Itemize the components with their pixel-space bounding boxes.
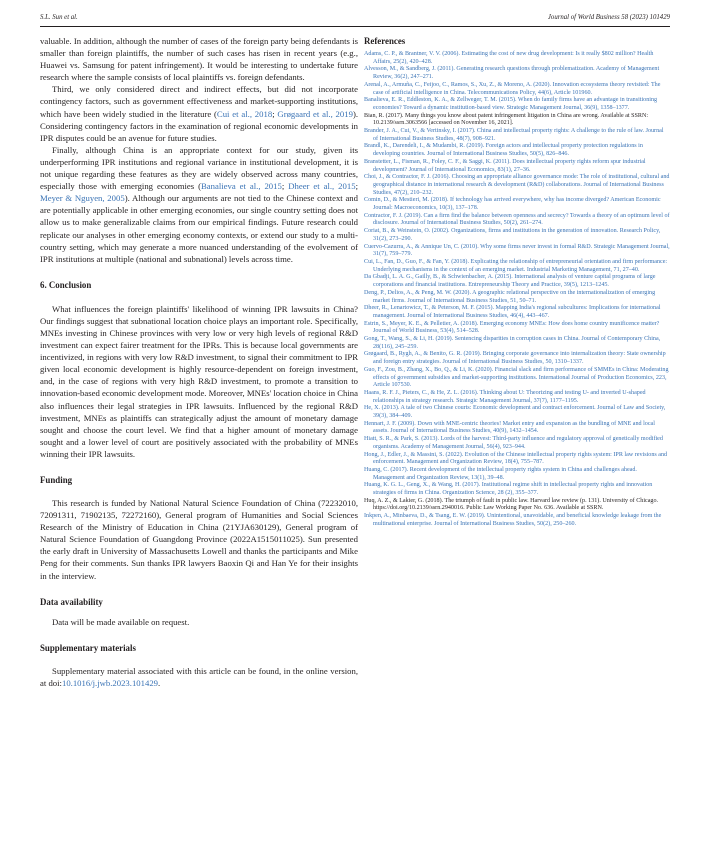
citation-link[interactable]: Meyer & Nguyen, 2005	[40, 193, 125, 204]
text-run: ;	[281, 181, 289, 192]
text-run: ;	[272, 108, 278, 119]
reference-entry[interactable]: He, X. (2013). A tale of two Chinese courts: Economic development and contract enforcement. Journal of Law and Society, 39(3), 384–409.	[364, 405, 666, 420]
reference-entry[interactable]: Da Gbadji, L. A. G., Gailly, B., & Schwienbacher, A. (2015). International analysis of venture capital programs of large corporations and financial institutions. Entrepreneurship Theory and Practice, 39(5), 1213–1245.	[364, 274, 656, 289]
reference-entry[interactable]: Grøgaard, B., Rygh, A., & Benito, G. R. (2019). Bringing corporate governance into internalization theory: State ownership and foreign entry strategies. Journal of International Business Studies, 50, 1310–1337.	[364, 351, 666, 366]
citation-link[interactable]: Grøgaard et al., 2019	[277, 108, 353, 119]
reference-entry[interactable]: Cui, L., Fan, D., Guo, F., & Fan, Y. (2018). Explicating the relationship of entrepreneurial orientation and firm performance: Underlying mechanisms in the context of an emerging market. Industrial Marketing Management, 71, 27–40.	[364, 258, 668, 273]
references-heading: References	[364, 36, 406, 46]
data-availability-paragraph: Data will be made available on request.	[52, 616, 190, 627]
text-run: ;	[355, 181, 358, 192]
final-limitation-paragraph	[40, 144, 358, 265]
text-run: ). Although our arguments are not tied to the Chinese context and are potentially applicable in other emerging economies, our single country setting does not allow us to make generalizable claims from our empirical findings. Future research could replicate our analyses in other emerging economy contexts, or extend our study to a multi-country setting, which may generate a more nuanced understanding of the evolvement of IPR institutions at multiple (national and subnational) levels across time.	[40, 193, 358, 264]
text-run: Supplementary material associated with this article can be found, in the online version, at doi:	[40, 665, 358, 688]
reference-entry[interactable]: Huq, A. Z., & Lakier, G. (2018). The triumph of fault in public law. Harvard law review (p. 131). University of Chicago. https://doi.org/10.2139/ssrn.2940016. Public Law Working Paper No. 636. Available at SSRN.	[364, 497, 659, 512]
intro-paragraph: valuable. In addition, although the number of cases of the foreign party being defendants is smaller than foreign plaintiffs, the number of such cases has risen in recent years (e.g., Huawei vs. Samsung for patent infringement). It would be interesting to undertake future research where the sample consists of local plaintiffs vs. foreign defendants.	[40, 36, 358, 83]
reference-entry[interactable]: Haans, R. F. J., Pieters, C., & He, Z. L. (2016). Thinking about U: Theorizing and testing U- and inverted U-shaped relationships in strategy research. Strategic Management Journal, 37(7), 1177–1195.	[364, 389, 646, 404]
reference-entry[interactable]: Bian, R. (2017). Many things you know about patent infringement litigation in China are wrong. Available at SSRN: 10.2139/ssrn.3063566 [accessed on November 16, 2021].	[364, 112, 649, 127]
reference-entry[interactable]: Deng, P., Delios, A., & Peng, M. W. (2020). A geographic relational perspective on the internationalization of emerging market firms. Journal of International Business Studies, 51, 50–71.	[364, 289, 656, 304]
reference-entry[interactable]: Brandl, K., Darendeli, I., & Mudambi, R. (2019). Foreign actors and intellectual property protection regulations in developing countries. Journal of International Business Studies, 50(5), 826–846.	[364, 143, 643, 158]
reference-entry[interactable]: Hong, J., Edler, J., & Massini, S. (2022). Evolution of the Chinese intellectual property rights system: IPR law revisions and enforcement. Management and Organization Review, 18(4), 755–787.	[364, 451, 668, 466]
text-run: Third, we only considered direct and indirect effects, but did not incorporate contingency factors, such as government effectiveness and market-supporting institutions, which have been widely studied in the literature (	[40, 84, 358, 119]
reference-entry[interactable]: Cuervo-Cazurra, A., & Annique Un, C. (2010). Why some firms never invest in formal R&D. Strategic Management Journal, 31(7), 759–779.	[364, 243, 670, 258]
citation-link[interactable]: Cui et al., 2018	[216, 108, 273, 119]
header-rule	[40, 26, 670, 27]
reference-entry[interactable]: Adams, C. P., & Brantner, V. V. (2006). Estimating the cost of new drug development: Is it really $802 million? Health Affairs, 25(2), 420–428.	[364, 51, 654, 65]
running-header-journal: Journal of World Business 58 (2023) 101429	[547, 14, 670, 21]
reference-entry[interactable]: Coriat, B., & Weinstein, O. (2002). Organizations, firms and institutions in the generation of innovation. Research Policy, 31(2), 273–290.	[364, 228, 661, 242]
reference-entry[interactable]: Arenal, A., Armuña, C., Feijoo, C., Ramos, S., Xu, Z., & Moreno, A. (2020). Innovation ecosystems theory revisited: The case of artificial intelligence in China. Telecommunications Policy, 44(6), Article 101960.	[364, 81, 661, 96]
text-run: Finally, although China is an appropriate context for our study, given its underperforming IPR institutions and regional variance in institutional development, it is not unique regarding these features as they are widely observed across many countries, especially those with emerging economies (	[40, 144, 358, 192]
running-header-authors: S.L. Sun et al.	[40, 14, 78, 21]
reference-entry[interactable]: Alvesson, M., & Sandberg, J. (2011). Generating research questions through problematization. Academy of Management Review, 36(2), 247–271.	[364, 66, 660, 81]
reference-entry[interactable]: Guo, F., Zou, B., Zhang, X., Bo, Q., & Li, K. (2020). Financial slack and firm performance of SMMEs in China: Moderating effects of government subsidies and market-supporting institutions. International Journal of Production Economics, 223, Article 107530.	[364, 366, 669, 389]
reference-entry[interactable]: Hiatt, S. R., & Park, S. (2013). Lords of the harvest: Third-party influence and regulatory approval of genetically modified organisms. Academy of Management Journal, 56(4), 923–944.	[364, 436, 663, 450]
conclusion-heading: 6. Conclusion	[40, 279, 92, 290]
citation-link[interactable]: Banalieva et al., 2015	[200, 181, 282, 192]
doi-link[interactable]: 10.1016/j.jwb.2023.101429	[61, 677, 159, 688]
reference-entry[interactable]: Gong, T., Wang, S., & Li, H. (2019). Sentencing disparities in corruption cases in China. Journal of Contemporary China, 28(116), 245–259.	[364, 336, 661, 350]
reference-entry[interactable]: Branstetter, L., Fisman, R., Foley, C. F., & Saggi, K. (2011). Does intellectual property rights reform spur industrial development? Journal of International Economics, 83(1), 27–36.	[364, 158, 646, 173]
funding-heading: Funding	[40, 475, 73, 485]
conclusion-paragraph: What influences the foreign plaintiffs' likelihood of winning IPR lawsuits in China? Our findings suggest that subnational location choice plays an important role. Specifically, MNEs investing in Chinese provinces with very low or very high levels of regional R&D investment can expect fairer treatment for the IPRs. This is because local governments are incentivized, in regions with very low R&D investment, to signal their commitment to IPR given local economic development is highly resource-dependent on foreign investment, and, in the case of regions with very high R&D investment, to promote a transition to innovation-based economic development mode. Moreover, MNEs' location choice in China also influences their legal strategies in IPR lawsuits. Influenced by the regional R&D investment, MNEs as plaintiffs can strategically adjust the amount of monetary damage sought and choose the court level. We find that a higher amount of monetary damage sought and a lower level of court are positively associated with the probability of MNEs winning their IPR lawsuits.	[40, 303, 358, 459]
third-limitation-paragraph	[40, 83, 358, 143]
reference-entry[interactable]: Dheer, R., Lenartowicz, T., & Peterson, M. F. (2015). Mapping India's regional subcultures: Implications for international management. Journal of International Business Studies, 46(4), 443–467.	[364, 305, 661, 319]
reference-list	[364, 51, 670, 529]
citation-link[interactable]: Dheer et al., 2015	[288, 181, 356, 192]
reference-entry[interactable]: Estrin, S., Meyer, K. E., & Pelletier, A. (2018). Emerging economy MNEs: How does home country munificence matter? Journal of World Business, 53(4), 514–528.	[364, 320, 660, 335]
funding-paragraph: This research is funded by National Natural Science Foundation of China (72232010, 72091311, 71902135, 72272160), General program of Humanities and Social Sciences Research of the Ministry of Education in China (21YJA630129), General program of Natural Science Foundation of Guangdong Province (2022A1515011025). Sun presented the early draft in University of Massachusetts Lowell and thanks the participants and Mike Peng for their comments. Sun thanks IPR lawyers Baoxin Qi and Han Ye for their insights in the interview.	[40, 498, 358, 581]
reference-entry[interactable]: Brander, J. A., Cui, V., & Vertinsky, I. (2017). China and intellectual property rights: A challenge to the rule of law. Journal of International Business Studies, 48(7), 908–921.	[364, 128, 664, 142]
reference-entry[interactable]: Banalieva, E. R., Eddleston, K. A., & Zellweger, T. M. (2015). When do family firms have an advantage in transitioning economies? Toward a dynamic institution-based view. Strategic Management Journal, 36(9), 1358–1377.	[364, 97, 658, 111]
left-column	[40, 35, 358, 689]
supplementary-heading: Supplementary materials	[40, 642, 136, 653]
supplementary-paragraph	[40, 665, 358, 689]
data-availability-heading: Data availability	[40, 596, 103, 607]
reference-entry[interactable]: Huang, C. (2017). Recent development of the intellectual property rights system in China and challenges ahead. Management and Organization Review, 13(1), 39–48.	[364, 466, 637, 481]
text-run: ). Considering contingency factors in the examination of regional economic developments in IPR disputes could be an avenue for future studies.	[40, 108, 359, 143]
reference-entry[interactable]: Hennart, J. F. (2009). Down with MNE-centric theories! Market entry and expansion as the bundling of MNE and local assets. Journal of International Business Studies, 40(9), 1432–1454.	[364, 420, 655, 435]
references-column	[364, 35, 670, 529]
reference-entry[interactable]: Inkpen, A., Minbaeva, D., & Tsang, E. W. (2019). Unintentional, unavoidable, and beneficial knowledge leakage from the multinational enterprise. Journal of International Business Studies, 50(2), 250–260.	[364, 513, 662, 527]
reference-entry[interactable]: Comin, D., & Mestieri, M. (2018). If technology has arrived everywhere, why has income diverged? American Economic Journal: Macroeconomics, 10(3), 137–178.	[364, 197, 661, 212]
reference-entry[interactable]: Choi, J., & Contractor, F. J. (2016). Choosing an appropriate alliance governance mode: The role of institutional, cultural and geographical distance in international research & development (R&D) collaborations. Journal of International Business Studies, 47(2), 210–232.	[364, 174, 670, 196]
reference-entry[interactable]: Huang, K. G. L., Geng, X., & Wang, H. (2017). Institutional regime shift in intellectual property rights and innovation strategies of firms in China. Organization Science, 28 (2), 355–377.	[364, 482, 653, 497]
reference-entry[interactable]: Contractor, F. J. (2019). Can a firm find the balance between openness and secrecy? Towards a theory of an optimum level of disclosure. Journal of International Business Studies, 50(2), 261–274.	[364, 212, 670, 227]
text-run: .	[158, 677, 161, 688]
